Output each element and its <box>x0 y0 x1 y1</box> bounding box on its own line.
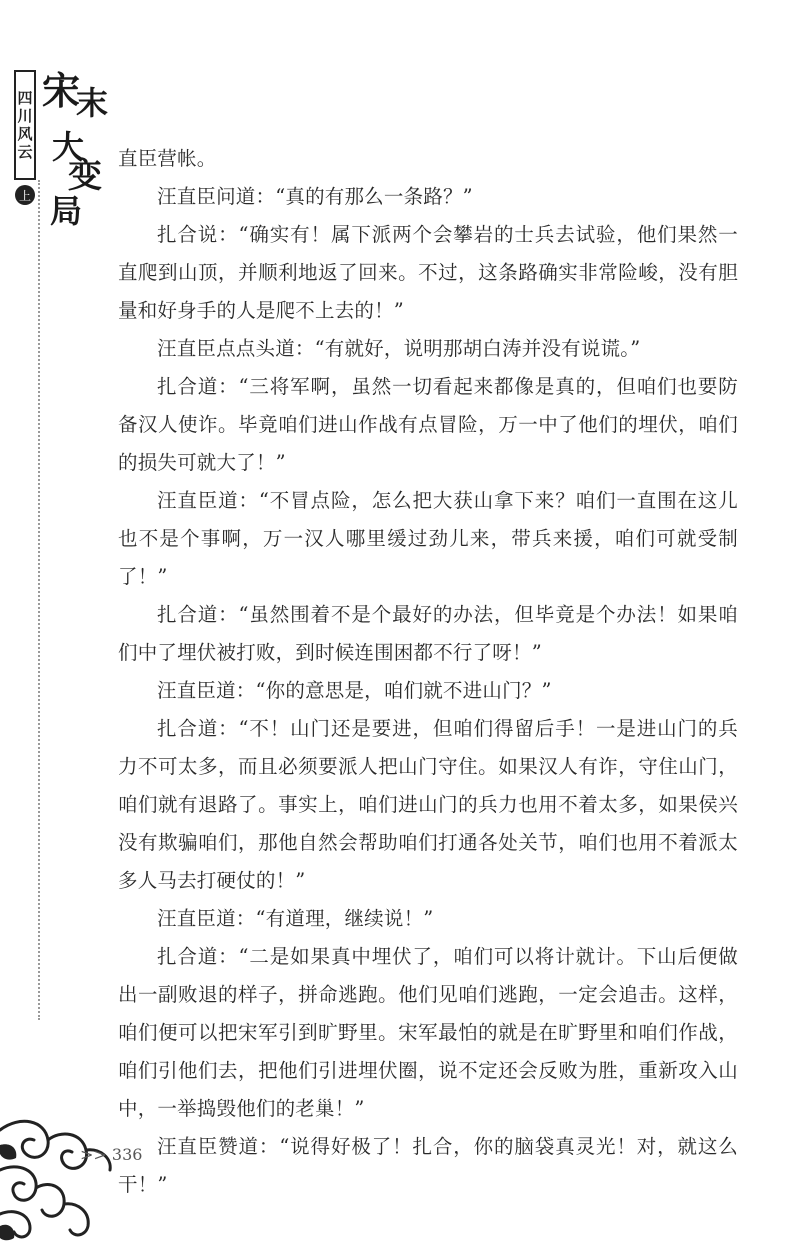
volume-badge: 上 <box>15 185 35 205</box>
body-text <box>118 140 738 1204</box>
series-char: 风 <box>17 125 33 143</box>
series-char: 四 <box>17 89 33 107</box>
paragraph: 汪直臣道：“不冒点险，怎么把大获山拿下来？咱们一直围在这儿也不是个事啊，万一汉人哪里缓过劲儿来，带兵来援，咱们可就受制了！” <box>118 489 738 588</box>
paragraph: 汪直臣问道：“真的有那么一条路？” <box>157 185 473 208</box>
paragraph: 扎合说：“确实有！属下派两个会攀岩的士兵去试验，他们果然一直爬到山顶，并顺利地返了回来。不过，这条路确实非常险峻，没有胆量和好身手的人是爬不上去的！” <box>118 223 738 322</box>
series-char: 云 <box>17 143 33 161</box>
paragraph: 直臣营帐。 <box>118 147 217 170</box>
cloud-ornament-icon <box>0 1110 170 1243</box>
paragraph: 扎合道：“三将军啊，虽然一切看起来都像是真的，但咱们也要防备汉人使诈。毕竟咱们进山作战有点冒险，万一中了他们的埋伏，咱们的损失可就大了！” <box>118 375 738 474</box>
paragraph: 汪直臣道：“有道理，继续说！” <box>157 907 434 930</box>
page-number: >> 336 <box>80 1145 143 1164</box>
paragraph: 汪直臣道：“你的意思是，咱们就不进山门？” <box>157 679 552 702</box>
paragraph: 扎合道：“二是如果真中埋伏了，咱们可以将计就计。下山后便做出一副败退的样子，拼命逃跑。他们见咱们逃跑，一定会追击。这样，咱们便可以把宋军引到旷野里。宋军最怕的就是在旷野里和咱们作战，咱们引他们去，把他们引进埋伏圈，说不定还会反败为胜，重新攻入山中，一举捣毁他们的老巢！” <box>118 945 738 1120</box>
paragraph: 扎合道：“不！山门还是要进，但咱们得留后手！一是进山门的兵力不可太多，而且必须要派人把山门守住。如果汉人有诈，守住山门，咱们就有退路了。事实上，咱们进山门的兵力也用不着太多，如果侯兴没有欺骗咱们，那他自然会帮助咱们打通各处关节，咱们也用不着派太多人马去打硬仗的！” <box>118 717 738 892</box>
margin-divider <box>38 180 40 1020</box>
series-char: 川 <box>17 107 33 125</box>
paragraph: 扎合道：“虽然围着不是个最好的办法，但毕竟是个办法！如果咱们中了埋伏被打败，到时候连围困都不行了呀！” <box>118 603 738 664</box>
title-char: 宋 <box>42 68 81 113</box>
series-label <box>14 70 36 180</box>
paragraph: 汪直臣赞道：“说得好极了！扎合，你的脑袋真灵光！对，就这么干！” <box>118 1135 738 1196</box>
title-char: 大 <box>52 128 85 166</box>
title-char: 局 <box>50 192 83 230</box>
title-char: 末 <box>76 84 109 122</box>
paragraph: 汪直臣点点头道：“有就好，说明那胡白涛并没有说谎。” <box>157 337 641 360</box>
title-char: 变 <box>68 156 102 196</box>
